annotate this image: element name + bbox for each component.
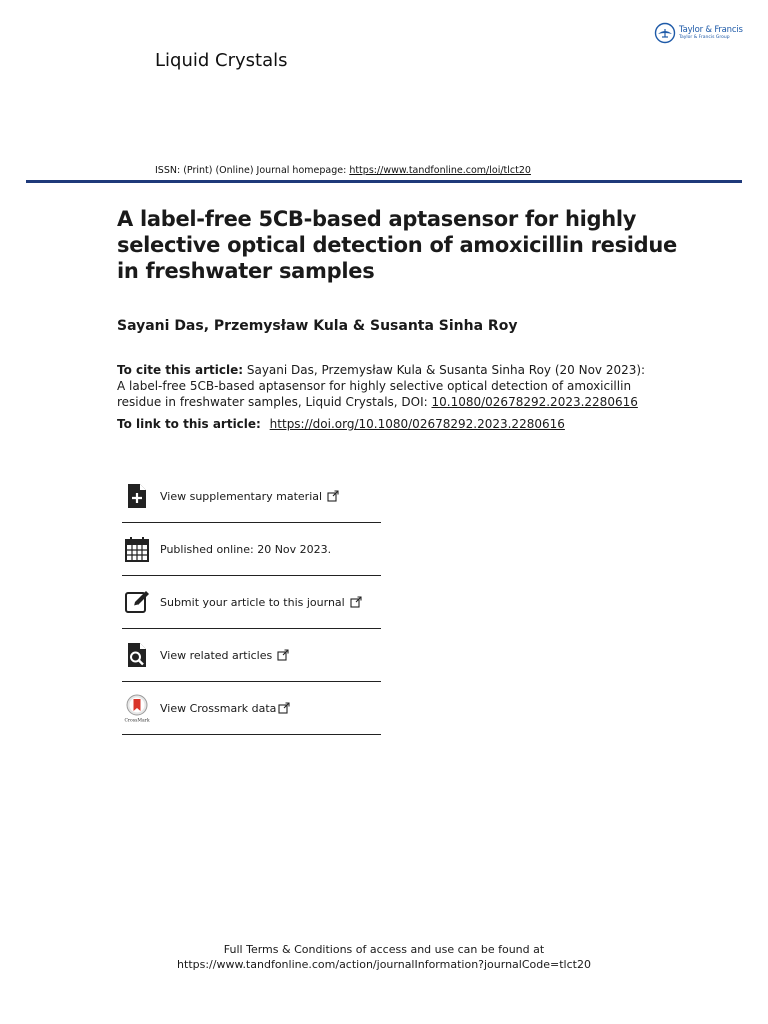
crossmark-logo-text: CrossMark [124,718,150,723]
article-meta-list [122,470,381,735]
crossmark-item[interactable] [122,682,381,735]
publisher-subtitle: Taylor & Francis Group [679,34,730,40]
publisher-name: Taylor & Francis [679,25,743,35]
external-link-icon [278,702,290,714]
cite-label: To cite this article: [117,363,244,377]
submit-article-item[interactable] [122,576,381,629]
taylor-francis-logo-icon [654,22,676,44]
citation-block [117,362,647,410]
file-plus-icon [122,481,152,511]
publisher-logo[interactable] [654,22,743,44]
cite-doi-link[interactable]: 10.1080/02678292.2023.2280616 [431,395,638,409]
crossmark-link[interactable]: View Crossmark data [160,701,277,715]
header-divider [26,180,742,183]
link-label: To link to this article: [117,417,261,431]
article-link-block [117,417,565,431]
calendar-icon [122,534,152,564]
issn-line [155,165,531,176]
article-doi-link[interactable]: https://doi.org/10.1080/02678292.2023.2280616 [269,417,565,431]
journal-homepage-link[interactable]: https://www.tandfonline.com/loi/tlct20 [349,165,531,176]
journal-title: Liquid Crystals [155,50,288,71]
article-authors: Sayani Das, Przemysław Kula & Susanta Sinha Roy [117,318,518,334]
related-articles-item[interactable] [122,629,381,682]
edit-icon [122,587,152,617]
external-link-icon [350,596,362,608]
footer [0,942,768,972]
external-link-icon [327,490,339,502]
published-online-date: Published online: 20 Nov 2023. [160,542,332,556]
search-document-icon [122,640,152,670]
footer-terms-link[interactable]: https://www.tandfonline.com/action/journalInformation?journalCode=tlct20 [177,958,591,971]
submit-article-link[interactable]: Submit your article to this journal [160,595,345,609]
published-online-item [122,523,381,576]
supplementary-material-link[interactable]: View supplementary material [160,489,323,503]
article-title: A label-free 5CB-based aptasensor for highly selective optical detection of amoxicillin residue in freshwater samples [117,207,677,283]
related-articles-link[interactable]: View related articles [160,648,273,662]
crossmark-icon [122,693,152,723]
issn-text: ISSN: (Print) (Online) Journal homepage: [155,165,350,176]
cite-text: Sayani Das, Przemysław Kula & Susanta Sinha Roy (20 Nov 2023): A label-free 5CB-based aptasensor for highly selective optical detection of amoxicillin residue in freshwater samples, Liquid Crystals, DOI: [117,363,646,409]
footer-terms-text: Full Terms & Conditions of access and use can be found at [223,943,545,956]
supplementary-material-item[interactable] [122,470,381,523]
external-link-icon [277,649,289,661]
